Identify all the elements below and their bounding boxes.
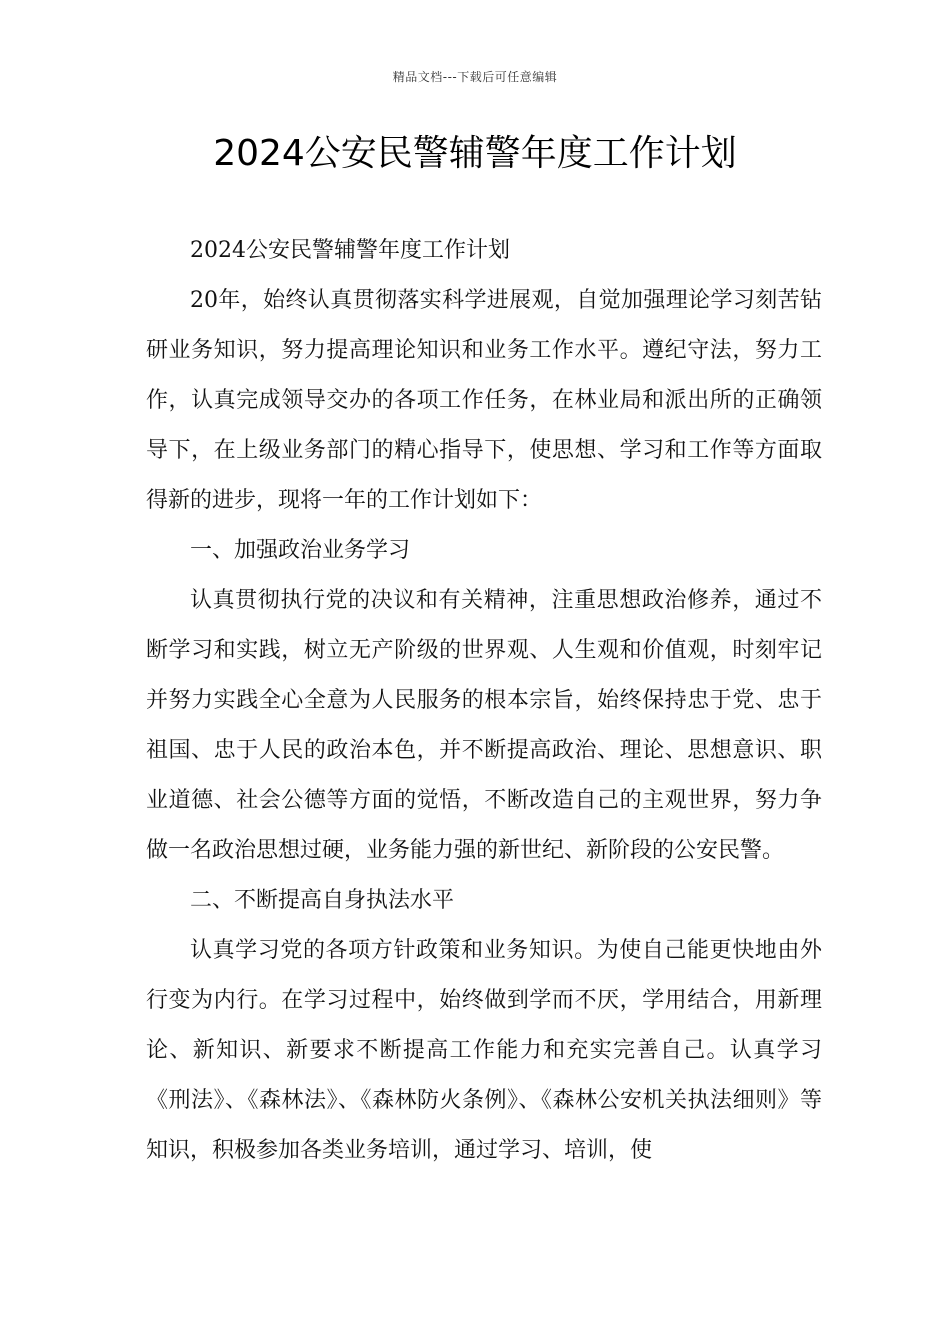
document-body	[146, 226, 822, 1176]
paragraph-intro: 20年，始终认真贯彻落实科学进展观，自觉加强理论学习刻苦钻研业务知识，努力提高理论知识和业务工作水平。遵纪守法，努力工作，认真完成领导交办的各项工作任务，在林业局和派出所的正确领导下，在上级业务部门的精心指导下，使思想、学习和工作等方面取得新的进步，现将一年的工作计划如下：	[146, 288, 822, 513]
paragraph-section-1: 认真贯彻执行党的决议和有关精神，注重思想政治修养，通过不断学习和实践，树立无产阶级的世界观、人生观和价值观，时刻牢记并努力实践全心全意为人民服务的根本宗旨，始终保持忠于党、忠于祖国、忠于人民的政治本色，并不断提高政治、理论、思想意识、职业道德、社会公德等方面的觉悟，不断改造自己的主观世界，努力争做一名政治思想过硬，业务能力强的新世纪、新阶段的公安民警。	[146, 588, 822, 863]
header-note: 精品文档---下载后可任意编辑	[392, 70, 558, 84]
section-heading-2: 二、不断提高自身执法水平	[190, 888, 455, 913]
section-heading-1: 一、加强政治业务学习	[190, 538, 411, 563]
paragraph-subtitle: 2024公安民警辅警年度工作计划	[190, 238, 510, 263]
paragraph-section-2: 认真学习党的各项方针政策和业务知识。为使自己能更快地由外行变为内行。在学习过程中，始终做到学而不厌，学用结合，用新理论、新知识、新要求不断提高工作能力和充实完善自己。认真学习《刑法》、《森林法》、《森林防火条例》、《森林公安机关执法细则》等知识，积极参加各类业务培训，通过学习、培训，使	[146, 938, 822, 1163]
document-title: 2024公安民警辅警年度工作计划	[213, 133, 737, 174]
